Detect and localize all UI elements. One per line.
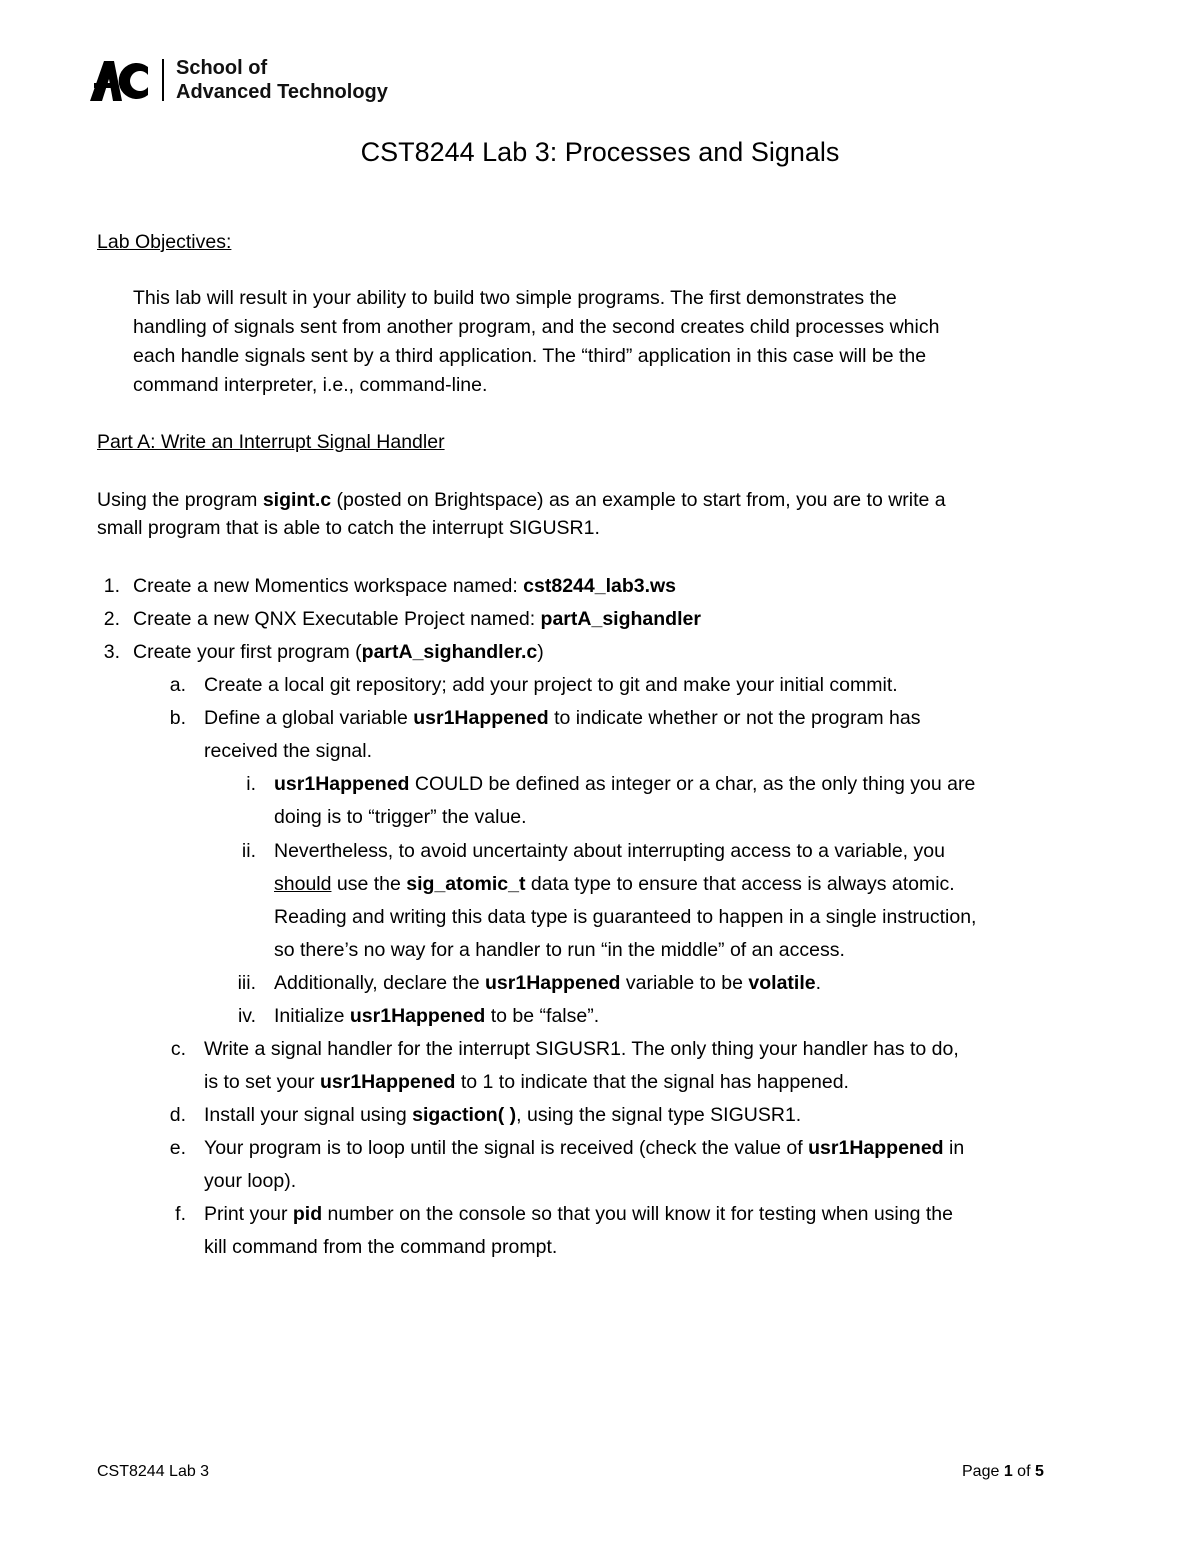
logo-line-1: School of	[176, 57, 268, 79]
step-number: 1.	[103, 575, 120, 597]
substep-marker: a.	[169, 674, 186, 696]
step-number: 2.	[103, 608, 120, 630]
objectives-line: command interpreter, i.e., command-line.	[133, 374, 488, 396]
roman-iii-line: Additionally, declare the usr1Happened variable to be volatile.	[274, 972, 822, 994]
step-item: Create a new QNX Executable Project named: partA_sighandler	[133, 608, 701, 630]
part-a-intro-line-2: small program that is able to catch the interrupt SIGUSR1.	[97, 517, 600, 539]
objectives-line: handling of signals sent from another program, and the second creates child processes which	[133, 316, 940, 338]
substep-marker: c.	[170, 1038, 186, 1060]
roman-marker: iii.	[237, 972, 256, 994]
step-item: Create a new Momentics workspace named: cst8244_lab3.ws	[133, 575, 677, 597]
substep-e-line-2: your loop).	[204, 1170, 297, 1192]
objectives-line: This lab will result in your ability to build two simple programs. The first demonstrates the	[133, 287, 897, 309]
logo-line-2: Advanced Technology	[176, 81, 388, 103]
part-a-intro-line-1: Using the program sigint.c (posted on Brightspace) as an example to start from, you are to write a	[97, 489, 946, 511]
roman-i-line-1: usr1Happened COULD be defined as integer or a char, as the only thing you are	[274, 773, 976, 795]
objectives-line: each handle signals sent by a third application. The “third” application in this case will be the	[133, 345, 927, 367]
substep-b-line-2: received the signal.	[204, 740, 373, 762]
objectives-heading: Lab Objectives:	[97, 231, 232, 253]
school-logo	[88, 56, 388, 104]
roman-iv-line: Initialize usr1Happened to be “false”.	[274, 1005, 600, 1027]
substep-c-line-1: Write a signal handler for the interrupt SIGUSR1. The only thing your handler has to do,	[204, 1038, 959, 1060]
substep-d: Install your signal using sigaction( ), using the signal type SIGUSR1.	[204, 1104, 802, 1126]
substep-a: Create a local git repository; add your project to git and make your initial commit.	[204, 674, 898, 696]
substep-c-line-2: is to set your usr1Happened to 1 to indicate that the signal has happened.	[204, 1071, 849, 1093]
logo-divider	[162, 59, 164, 101]
roman-i-line-2: doing is to “trigger” the value.	[274, 806, 527, 828]
substep-f-line-1: Print your pid number on the console so that you will know it for testing when using the	[204, 1203, 953, 1225]
part-a-heading: Part A: Write an Interrupt Signal Handler	[97, 431, 445, 453]
substep-marker: d.	[169, 1104, 186, 1126]
page-title: CST8244 Lab 3: Processes and Signals	[360, 137, 840, 167]
footer-page-number: Page 1 of 5	[962, 1463, 1044, 1480]
footer-doc-name: CST8244 Lab 3	[97, 1463, 210, 1480]
step-item: Create your first program (partA_sighandler.c)	[133, 641, 544, 663]
roman-ii-line-2: should use the sig_atomic_t data type to ensure that access is always atomic.	[274, 873, 955, 895]
logo-wordmark	[176, 56, 388, 104]
substep-marker: b.	[169, 707, 186, 729]
substep-f-line-2: kill command from the command prompt.	[204, 1236, 558, 1258]
roman-marker: iv.	[237, 1005, 256, 1027]
substep-b-line-1: Define a global variable usr1Happened to indicate whether or not the program has	[204, 707, 921, 729]
roman-marker: i.	[246, 773, 256, 795]
substep-marker: e.	[169, 1137, 186, 1159]
step-number: 3.	[103, 641, 120, 663]
roman-ii-line-1: Nevertheless, to avoid uncertainty about interrupting access to a variable, you	[274, 840, 945, 862]
roman-ii-line-3: Reading and writing this data type is guaranteed to happen in a single instruction,	[274, 906, 977, 928]
substep-e-line-1: Your program is to loop until the signal is received (check the value of usr1Happened in	[204, 1137, 965, 1159]
substep-marker: f.	[175, 1203, 186, 1225]
ac-logo-mark-icon	[88, 57, 150, 103]
roman-ii-line-4: so there’s no way for a handler to run “in the middle” of an access.	[274, 939, 845, 961]
roman-marker: ii.	[241, 840, 256, 862]
